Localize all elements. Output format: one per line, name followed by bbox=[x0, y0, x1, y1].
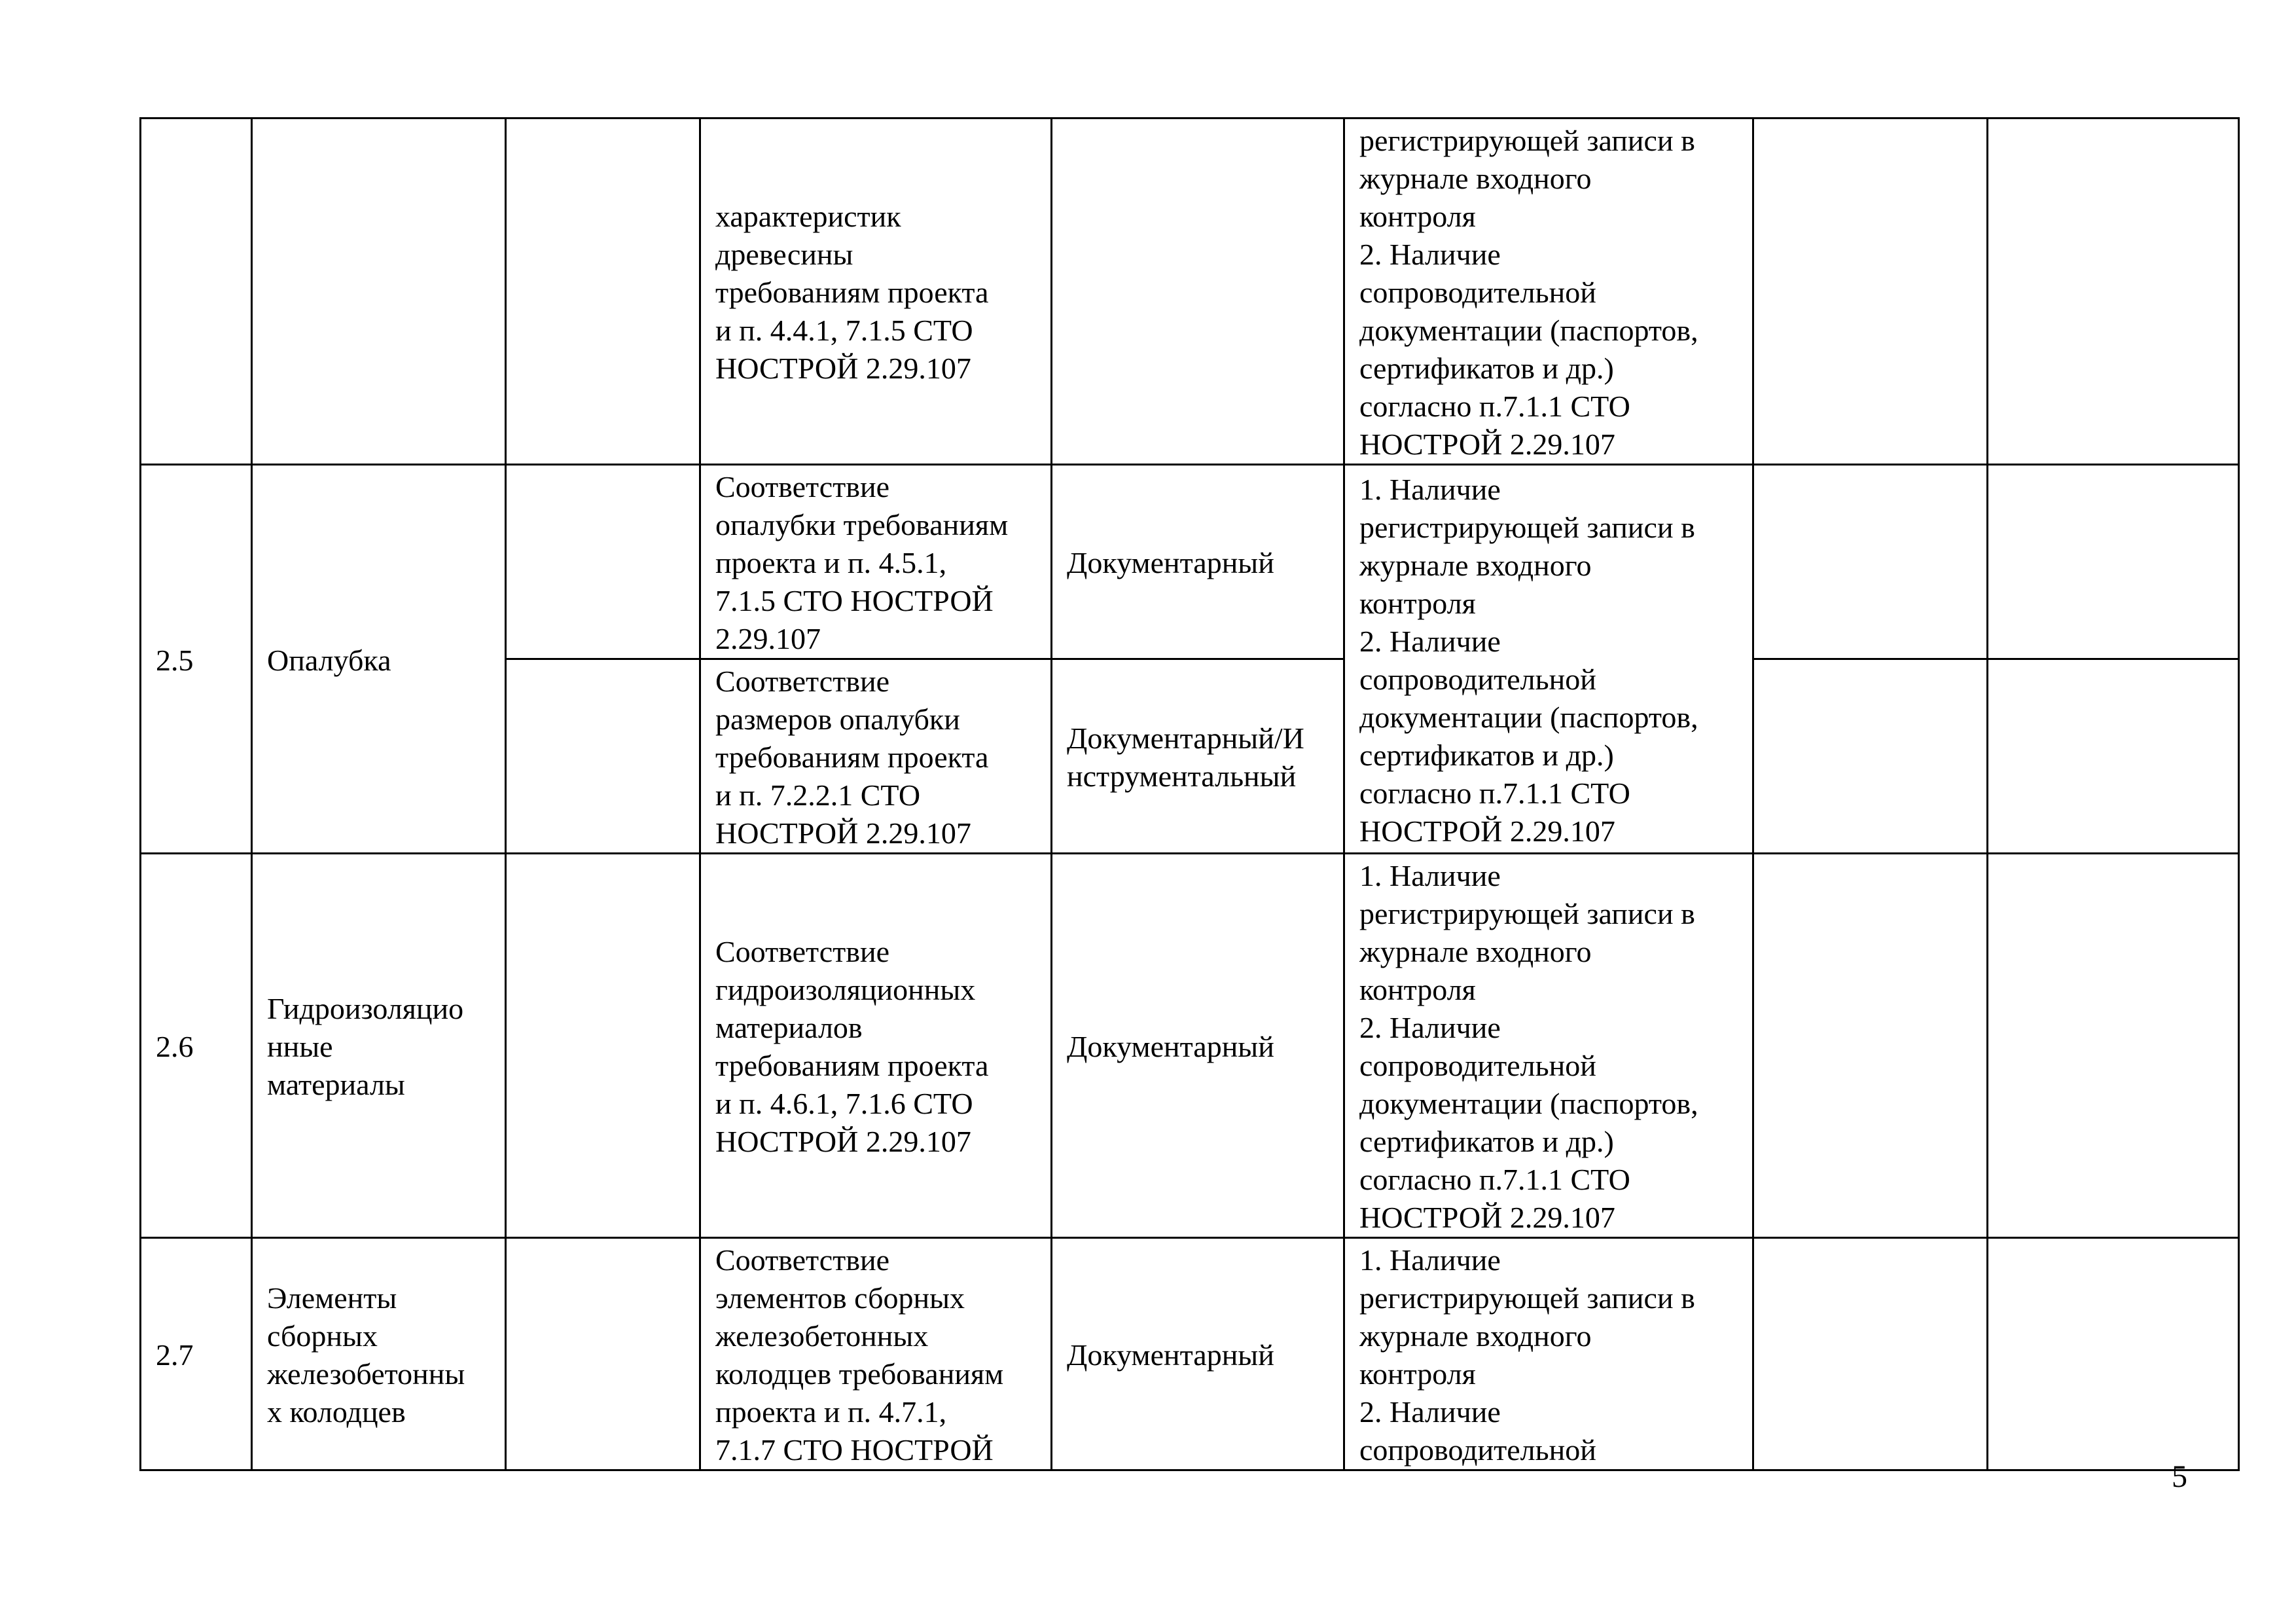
item-name-cell: Элементы сборных железобетонны х колодцев bbox=[252, 1238, 506, 1470]
table-row bbox=[141, 465, 2239, 659]
empty-cell bbox=[506, 465, 700, 659]
requirement-cell: Соответствие размеров опалубки требованиям проекта и п. 7.2.2.1 СТО НОСТРОЙ 2.29.107 bbox=[700, 659, 1052, 854]
empty-cell bbox=[506, 659, 700, 854]
item-name-cell: Гидроизоляцио нные материалы bbox=[252, 854, 506, 1238]
item-name-cell bbox=[252, 119, 506, 465]
verification-cell: 1. Наличие регистрирующей записи в журнале входного контроля 2. Наличие сопроводительной bbox=[1344, 1238, 1753, 1470]
empty-cell bbox=[1753, 659, 1988, 854]
method-cell: Документарный bbox=[1052, 854, 1344, 1238]
empty-cell bbox=[506, 854, 700, 1238]
empty-cell bbox=[506, 1238, 700, 1470]
table-row bbox=[141, 119, 2239, 465]
row-number-cell bbox=[141, 119, 252, 465]
item-name-cell: Опалубка bbox=[252, 465, 506, 854]
control-table bbox=[139, 117, 2240, 1471]
requirement-cell: характеристик древесины требованиям проекта и п. 4.4.1, 7.1.5 СТО НОСТРОЙ 2.29.107 bbox=[700, 119, 1052, 465]
row-number-cell: 2.6 bbox=[141, 854, 252, 1238]
empty-cell bbox=[1753, 854, 1988, 1238]
method-cell: Документарный bbox=[1052, 465, 1344, 659]
row-number-cell: 2.7 bbox=[141, 1238, 252, 1470]
row-number-cell: 2.5 bbox=[141, 465, 252, 854]
method-cell: Документарный/И нструментальный bbox=[1052, 659, 1344, 854]
table-row bbox=[141, 854, 2239, 1238]
empty-cell bbox=[1753, 119, 1988, 465]
empty-cell bbox=[1753, 465, 1988, 659]
verification-cell: 1. Наличие регистрирующей записи в журнале входного контроля 2. Наличие сопроводительной документации (паспортов, сертификатов и др.) согласно п.7.1.1 СТО НОСТРОЙ 2.29.107 bbox=[1344, 465, 1753, 854]
method-cell bbox=[1052, 119, 1344, 465]
requirement-cell: Соответствие элементов сборных железобетонных колодцев требованиям проекта и п. 4.7.1, 7.1.7 СТО НОСТРОЙ bbox=[700, 1238, 1052, 1470]
requirement-cell: Соответствие опалубки требованиям проекта и п. 4.5.1, 7.1.5 СТО НОСТРОЙ 2.29.107 bbox=[700, 465, 1052, 659]
empty-cell bbox=[1753, 1238, 1988, 1470]
empty-cell bbox=[1988, 465, 2239, 659]
verification-cell: регистрирующей записи в журнале входного контроля 2. Наличие сопроводительной документации (паспортов, сертификатов и др.) согласно п.7.1.1 СТО НОСТРОЙ 2.29.107 bbox=[1344, 119, 1753, 465]
empty-cell bbox=[1988, 119, 2239, 465]
verification-cell: 1. Наличие регистрирующей записи в журнале входного контроля 2. Наличие сопроводительной документации (паспортов, сертификатов и др.) согласно п.7.1.1 СТО НОСТРОЙ 2.29.107 bbox=[1344, 854, 1753, 1238]
method-cell: Документарный bbox=[1052, 1238, 1344, 1470]
empty-cell bbox=[506, 119, 700, 465]
requirement-cell: Соответствие гидроизоляционных материалов требованиям проекта и п. 4.6.1, 7.1.6 СТО НОСТРОЙ 2.29.107 bbox=[700, 854, 1052, 1238]
empty-cell bbox=[1988, 1238, 2239, 1470]
table-row bbox=[141, 1238, 2239, 1470]
empty-cell bbox=[1988, 854, 2239, 1238]
empty-cell bbox=[1988, 659, 2239, 854]
page-number: 5 bbox=[2172, 1459, 2187, 1494]
